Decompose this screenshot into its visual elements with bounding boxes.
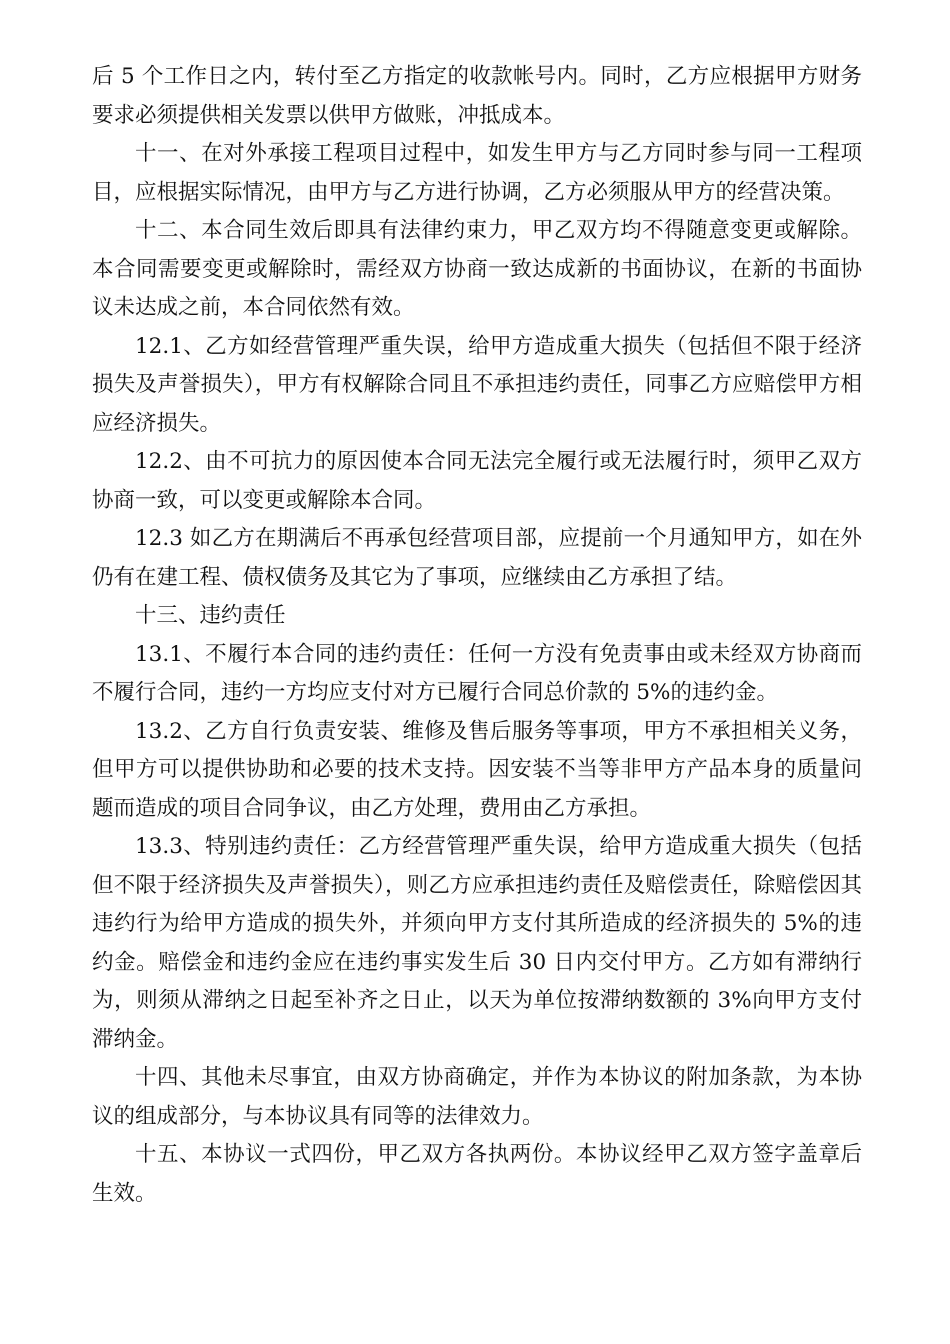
heading-clause-13: 十三、违约责任: [135, 603, 286, 628]
paragraph-clause-14: 十四、其他未尽事宜，由双方协商确定，并作为本协议的附加条款，为本协议的组成部分，与本协议具有同等的法律效力。: [92, 1065, 862, 1129]
paragraph-clause-13-1: 13.1、不履行本合同的违约责任：任何一方没有免责事由或未经双方协商而不履行合同，违约一方均应支付对方已履行合同总价款的 5%的违约金。: [92, 641, 862, 705]
paragraph-clause-12-1: 12.1、乙方如经营管理严重失误，给甲方造成重大损失（包括但不限于经济损失及声誉损失），甲方有权解除合同且不承担违约责任，同事乙方应赔偿甲方相应经济损失。: [92, 333, 862, 436]
paragraph-clause-12-2: 12.2、由不可抗力的原因使本合同无法完全履行或无法履行时，须甲乙双方协商一致，可以变更或解除本合同。: [92, 449, 862, 513]
paragraph-continuation: 后 5 个工作日之内，转付至乙方指定的收款帐号内。同时，乙方应根据甲方财务要求必须提供相关发票以供甲方做账，冲抵成本。: [92, 64, 862, 128]
paragraph-clause-15: 十五、本协议一式四份，甲乙双方各执两份。本协议经甲乙双方签字盖章后生效。: [92, 1142, 862, 1206]
paragraph-clause-13-2: 13.2、乙方自行负责安装、维修及售后服务等事项，甲方不承担相关义务，但甲方可以提供协助和必要的技术支持。因安装不当等非甲方产品本身的质量问题而造成的项目合同争议，由乙方处理，费用由乙方承担。: [92, 718, 862, 821]
paragraph-clause-13-3: 13.3、特别违约责任：乙方经营管理严重失误，给甲方造成重大损失（包括但不限于经济损失及声誉损失），则乙方应承担违约责任及赔偿责任，除赔偿因其违约行为给甲方造成的损失外，并须向甲方支付其所造成的经济损失的 5%的违约金。赔偿金和违约金应在违约事实发生后 30 日内交付甲方。乙方如有滞纳行为，则须从滞纳之日起至补齐之日止，以天为单位按滞纳数额的 3%向甲方支付滞纳金。: [92, 834, 862, 1052]
document-page: [92, 58, 862, 1213]
paragraph-clause-11: 十一、在对外承接工程项目过程中，如发生甲方与乙方同时参与同一工程项目，应根据实际情况，由甲方与乙方进行协调，乙方必须服从甲方的经营决策。: [92, 141, 862, 205]
paragraph-clause-12: 十二、本合同生效后即具有法律约束力，甲乙双方均不得随意变更或解除。本合同需要变更或解除时，需经双方协商一致达成新的书面协议，在新的书面协议未达成之前，本合同依然有效。: [92, 218, 862, 320]
paragraph-clause-12-3: 12.3 如乙方在期满后不再承包经营项目部，应提前一个月通知甲方，如在外仍有在建工程、债权债务及其它为了事项，应继续由乙方承担了结。: [92, 526, 862, 590]
